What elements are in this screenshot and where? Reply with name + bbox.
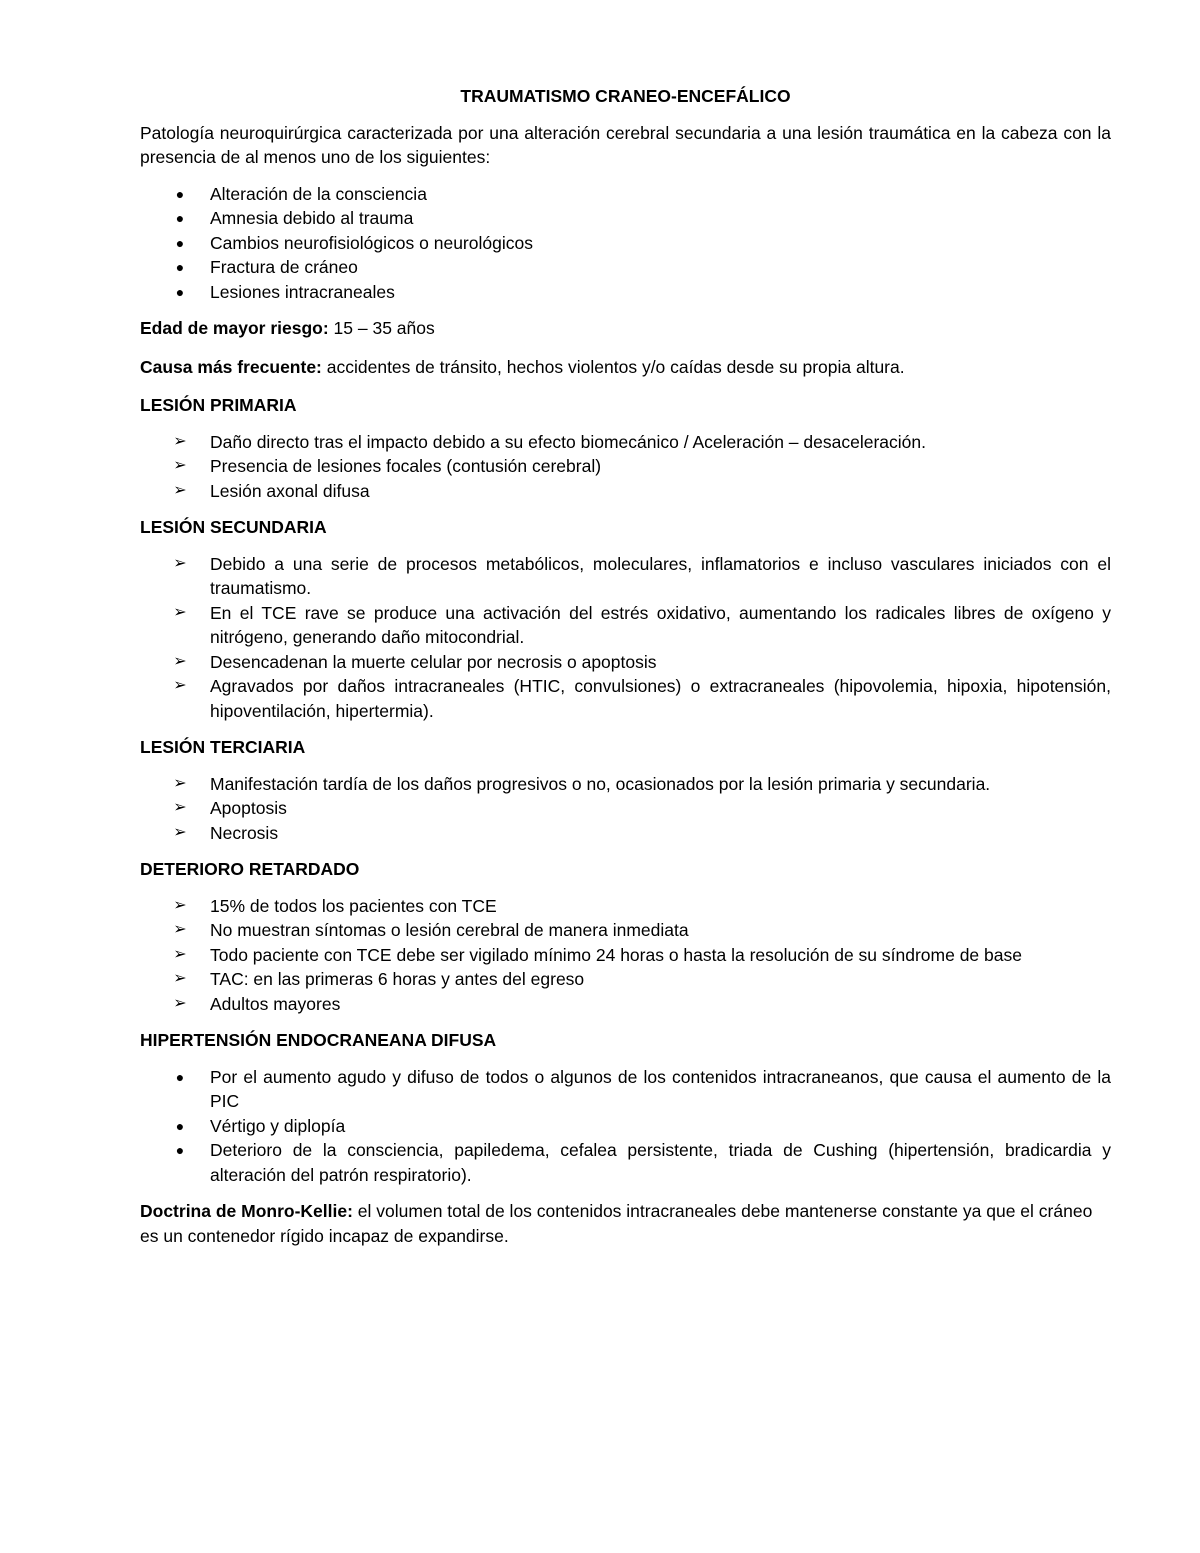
list-item: ➢ Lesión axonal difusa xyxy=(140,479,1111,504)
edad-paragraph xyxy=(140,316,1111,341)
edad-label: Edad de mayor riesgo: xyxy=(140,318,329,338)
arrow-bullet-icon: ➢ xyxy=(173,994,187,1012)
arrow-bullet-icon: ➢ xyxy=(173,970,187,987)
bullet-icon: ● xyxy=(175,1068,185,1085)
list-item: ● Deterioro de la consciencia, papiledema, cefalea persistente, triada de Cushing (hipertensión, bradicardia y alteración del patrón respiratorio). xyxy=(140,1138,1111,1187)
criteria-list xyxy=(140,182,1111,305)
arrow-bullet-icon: ➢ xyxy=(173,677,187,694)
list-item: ● Lesiones intracraneales xyxy=(140,280,1111,305)
causa-value: accidentes de tránsito, hechos violentos y/o caídas desde su propia altura. xyxy=(321,356,905,377)
arrow-bullet-icon: ➢ xyxy=(173,432,187,450)
arrow-bullet-icon: ➢ xyxy=(173,774,187,792)
primaria-list xyxy=(140,430,1111,504)
bullet-icon: ● xyxy=(175,210,185,226)
list-item: ➢ 15% de todos los pacientes con TCE xyxy=(140,894,1111,919)
list-item: ● Fractura de cráneo xyxy=(140,255,1111,280)
list-item: ➢ En el TCE rave se produce una activación del estrés oxidativo, aumentando los radicales libres de oxígeno y nitrógeno, generando daño mitocondrial. xyxy=(140,601,1111,650)
edad-value: 15 – 35 años xyxy=(328,318,435,338)
section-heading-primaria: LESIÓN PRIMARIA xyxy=(140,395,297,415)
arrow-bullet-icon: ➢ xyxy=(173,603,187,621)
list-item: ➢ Adultos mayores xyxy=(140,992,1111,1017)
list-item: ➢ Necrosis xyxy=(140,821,1111,846)
list-item: ➢ Desencadenan la muerte celular por necrosis o apoptosis xyxy=(140,650,1111,675)
list-item: ● Amnesia debido al trauma xyxy=(140,206,1111,231)
arrow-bullet-icon: ➢ xyxy=(173,945,187,963)
list-item: ➢ Presencia de lesiones focales (contusión cerebral) xyxy=(140,454,1111,479)
arrow-bullet-icon: ➢ xyxy=(173,823,187,841)
doctrina-paragraph xyxy=(140,1199,1111,1248)
section-heading-hipertension: HIPERTENSIÓN ENDOCRANEANA DIFUSA xyxy=(140,1030,497,1050)
arrow-bullet-icon: ➢ xyxy=(173,457,187,474)
list-item: ● Por el aumento agudo y difuso de todos o algunos de los contenidos intracraneanos, que causa el aumento de la PIC xyxy=(140,1065,1111,1114)
list-item: ● Alteración de la consciencia xyxy=(140,182,1111,207)
doctrina-value: el volumen total de los contenidos intracraneales debe mantenerse constante ya que el cráneo es un contenedor rígido incapaz de expandirse. xyxy=(140,1201,1093,1246)
arrow-bullet-icon: ➢ xyxy=(173,921,187,938)
bullet-icon: ● xyxy=(175,234,185,251)
section-heading-deterioro: DETERIORO RETARDADO xyxy=(140,859,360,879)
arrow-bullet-icon: ➢ xyxy=(173,896,187,914)
bullet-icon: ● xyxy=(175,259,185,275)
arrow-bullet-icon: ➢ xyxy=(173,554,187,572)
doctrina-label: Doctrina de Monro-Kellie: xyxy=(140,1201,353,1221)
secundaria-list xyxy=(140,552,1111,724)
bullet-icon: ● xyxy=(175,1142,185,1158)
causa-label: Causa más frecuente: xyxy=(140,356,322,377)
terciaria-list xyxy=(140,772,1111,846)
list-item: ● Vértigo y diplopía xyxy=(140,1114,1111,1139)
arrow-bullet-icon: ➢ xyxy=(173,652,187,670)
document-title: TRAUMATISMO CRANEO-ENCEFÁLICO xyxy=(460,86,791,106)
arrow-bullet-icon: ➢ xyxy=(173,481,187,499)
bullet-icon: ● xyxy=(175,1117,185,1134)
list-item: ➢ Manifestación tardía de los daños progresivos o no, ocasionados por la lesión primaria y secundaria. xyxy=(140,772,1111,797)
section-heading-secundaria: LESIÓN SECUNDARIA xyxy=(140,517,327,537)
deterioro-list xyxy=(140,894,1111,1017)
list-item: ➢ Daño directo tras el impacto debido a su efecto biomecánico / Aceleración – desaceleración. xyxy=(140,430,1111,455)
causa-paragraph xyxy=(140,355,1111,380)
list-item: ➢ TAC: en las primeras 6 horas y antes del egreso xyxy=(140,967,1111,992)
list-item: ➢ Todo paciente con TCE debe ser vigilado mínimo 24 horas o hasta la resolución de su síndrome de base xyxy=(140,943,1111,968)
bullet-icon: ● xyxy=(175,283,185,300)
list-item: ➢ Debido a una serie de procesos metabólicos, moleculares, inflamatorios e incluso vasculares iniciados con el traumatismo. xyxy=(140,552,1111,601)
arrow-bullet-icon: ➢ xyxy=(173,799,187,816)
list-item: ➢ Agravados por daños intracraneales (HTIC, convulsiones) o extracraneales (hipovolemia, hipoxia, hipotensión, hipoventilación, hipertermia). xyxy=(140,674,1111,723)
intro-paragraph: Patología neuroquirúrgica caracterizada por una alteración cerebral secundaria a una lesión traumática en la cabeza con la presencia de al menos uno de los siguientes: xyxy=(140,122,1111,167)
list-item: ➢ No muestran síntomas o lesión cerebral de manera inmediata xyxy=(140,918,1111,943)
list-item: ● Cambios neurofisiológicos o neurológicos xyxy=(140,231,1111,256)
section-heading-terciaria: LESIÓN TERCIARIA xyxy=(140,737,306,757)
hipertension-list xyxy=(140,1065,1111,1188)
list-item: ➢ Apoptosis xyxy=(140,796,1111,821)
bullet-icon: ● xyxy=(175,185,185,202)
